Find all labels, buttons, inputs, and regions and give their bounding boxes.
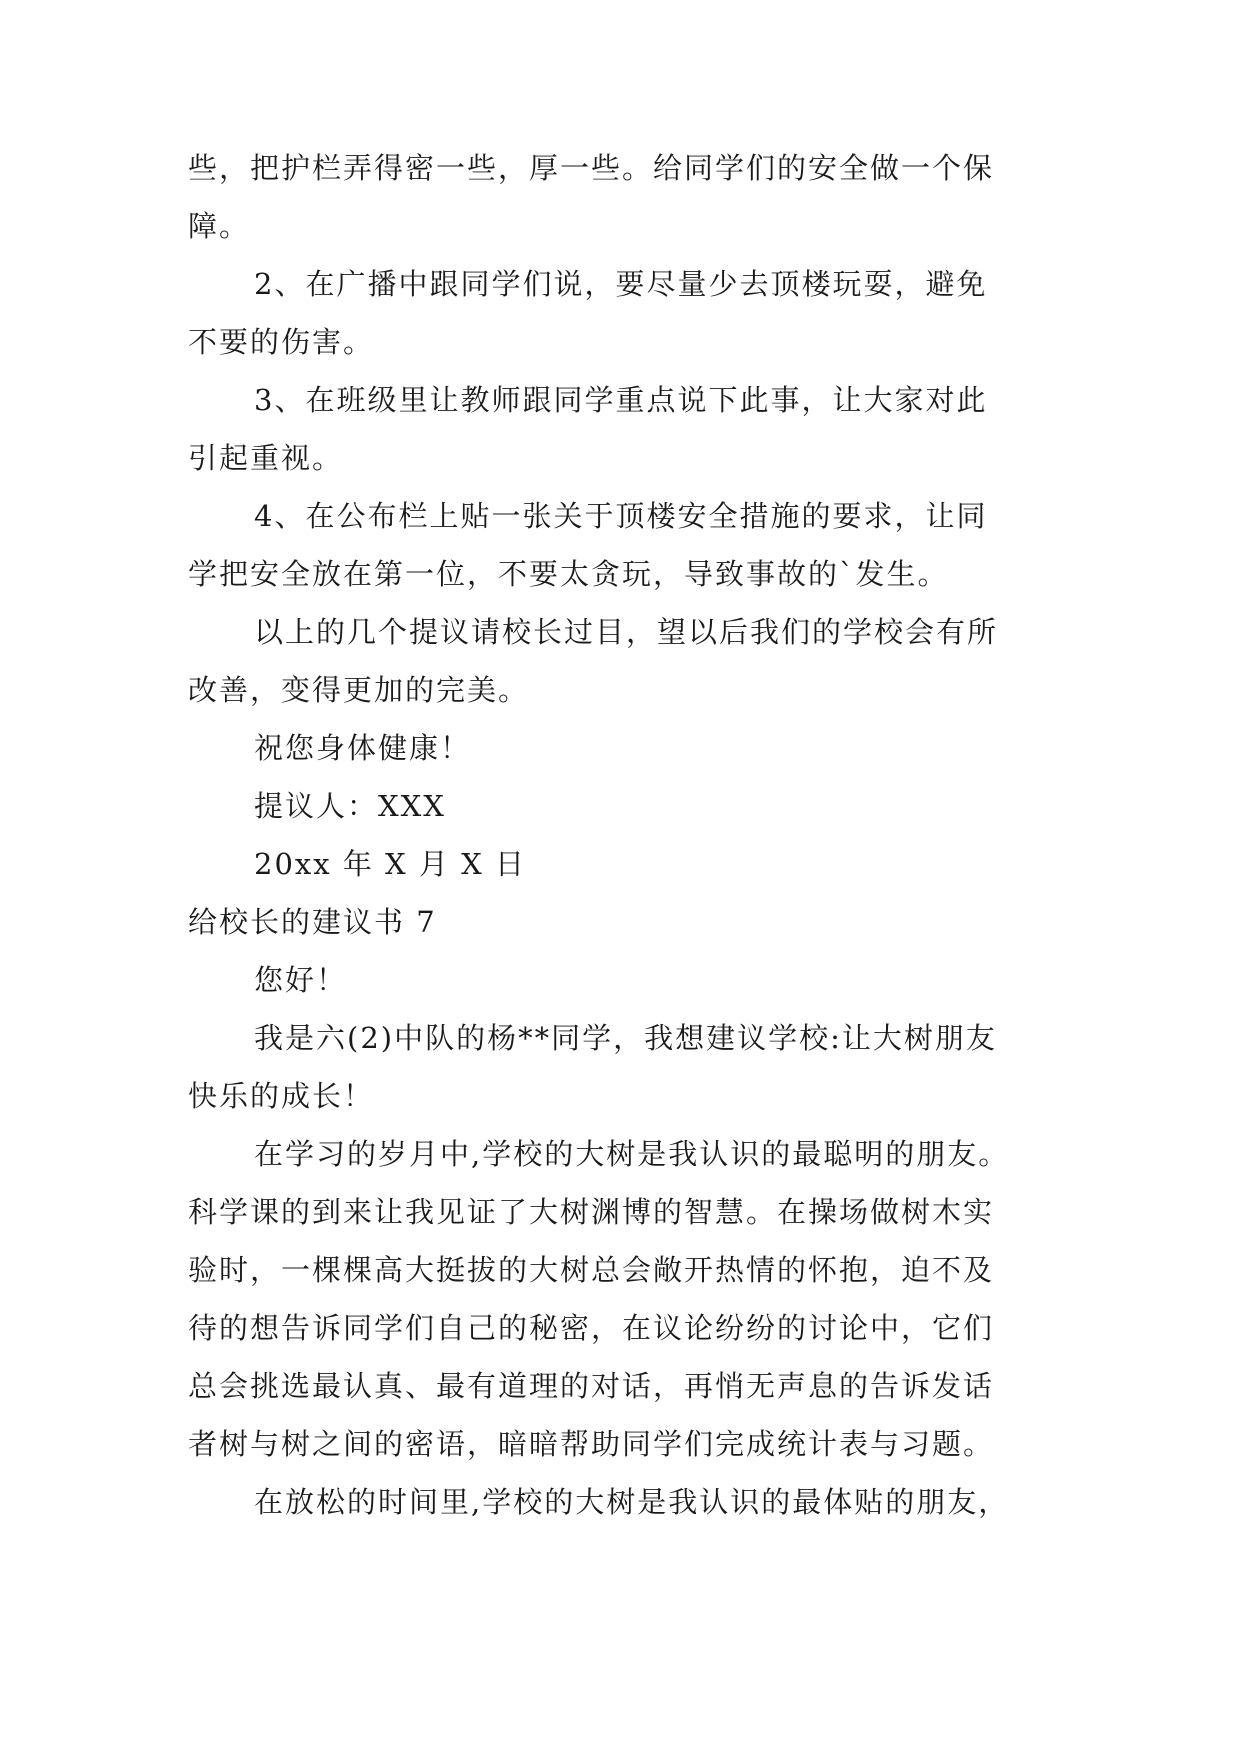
text-line: 障。 (188, 209, 251, 243)
text-line: 学把安全放在第一位，不要太贪玩，导致事故的`发生。 (188, 557, 949, 591)
signature-date: 20xx 年 X 月 X 日 (254, 847, 526, 881)
text-line: 快乐的成长！ (188, 1079, 375, 1113)
text-line: 改善，变得更加的完美。 (188, 673, 530, 707)
greeting: 您好！ (254, 963, 348, 997)
closing-wish: 祝您身体健康！ (254, 731, 472, 765)
text-line: 引起重视。 (188, 441, 344, 475)
signature-name: 提议人：XXX (254, 789, 446, 823)
paragraph-line: 我是六(2)中队的杨**同学，我想建议学校:让大树朋友 (254, 1021, 997, 1055)
section-title: 给校长的建议书 7 (188, 905, 437, 939)
text-line: 科学课的到来让我见证了大树渊博的智慧。在操场做树木实 (188, 1195, 995, 1229)
text-line: 些，把护栏弄得密一些，厚一些。给同学们的安全做一个保 (188, 151, 995, 185)
text-line: 验时，一棵棵高大挺拔的大树总会敞开热情的怀抱，迫不及 (188, 1253, 995, 1287)
paragraph-line: 在学习的岁月中,学校的大树是我认识的最聪明的朋友。 (254, 1137, 1010, 1171)
text-line: 总会挑选最认真、最有道理的对话，再悄无声息的告诉发话 (188, 1369, 995, 1403)
list-item-2: 2、在广播中跟同学们说，要尽量少去顶楼玩耍，避免 (254, 267, 988, 301)
paragraph-line: 在放松的时间里,学校的大树是我认识的最体贴的朋友， (254, 1485, 1010, 1519)
paragraph-line: 以上的几个提议请校长过目，望以后我们的学校会有所 (254, 615, 999, 649)
text-line: 者树与树之间的密语，暗暗帮助同学们完成统计表与习题。 (188, 1427, 995, 1461)
text-line: 待的想告诉同学们自己的秘密，在议论纷纷的讨论中，它们 (188, 1311, 995, 1345)
list-item-4: 4、在公布栏上贴一张关于顶楼安全措施的要求，让同 (254, 499, 988, 533)
text-line: 不要的伤害。 (188, 325, 375, 359)
list-item-3: 3、在班级里让教师跟同学重点说下此事，让大家对此 (254, 383, 988, 417)
